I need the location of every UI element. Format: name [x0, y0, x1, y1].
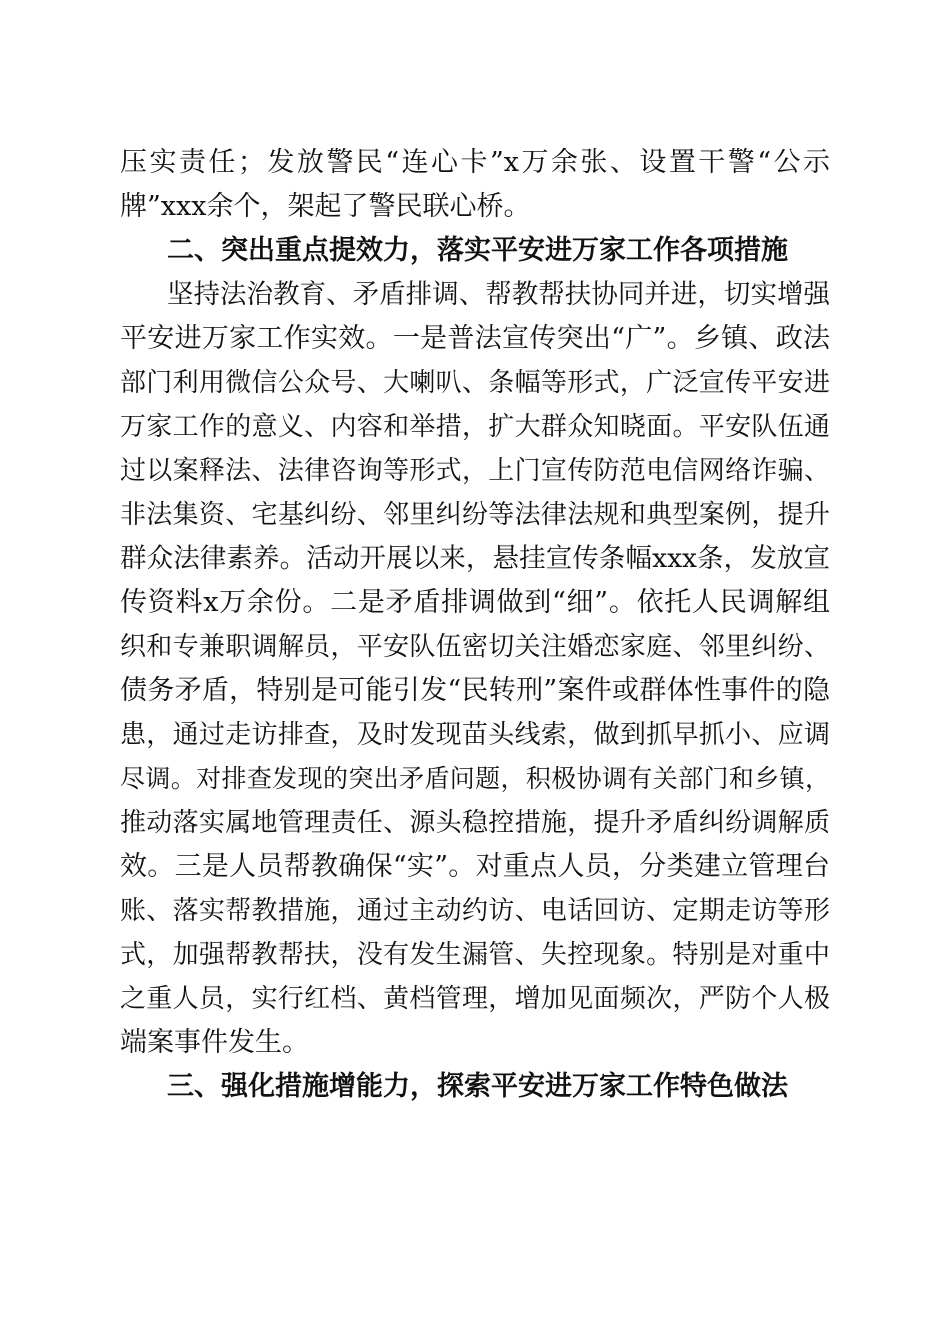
paragraph-line: 端案事件发生。 [120, 1027, 309, 1058]
paragraph-line: 账、落实帮教措施，通过主动约访、电话回访、定期走访等形 [120, 896, 830, 926]
paragraph-line: 式，加强帮教帮扶，没有发生漏管、失控现象。特别是对重中 [120, 940, 830, 970]
paragraph-line: 传资料x万余份。二是矛盾排调做到“细”。依托人民调解组 [120, 587, 830, 618]
paragraph-line: 债务矛盾，特别是可能引发“民转刑”案件或群体性事件的隐 [120, 675, 830, 706]
section-heading-3: 三、强化措施增能力，探索平安进万家工作特色做法 [167, 1071, 788, 1102]
paragraph-line: 非法集资、宅基纠纷、邻里纠纷等法律法规和典型案例，提升 [120, 500, 830, 530]
paragraph-line: 万家工作的意义、内容和举措，扩大群众知晓面。平安队伍通 [120, 412, 830, 442]
paragraph-line: 平安进万家工作实效。一是普法宣传突出“广”。乡镇、政法 [120, 323, 830, 354]
paragraph-line: 患，通过走访排查，及时发现苗头线索，做到抓早抓小、应调 [120, 720, 830, 750]
paragraph-line: 压实责任；发放警民“连心卡”x万余张、设置干警“公示 [120, 147, 830, 178]
paragraph-line: 过以案释法、法律咨询等形式，上门宣传防范电信网络诈骗、 [120, 456, 830, 486]
paragraph-line: 牌”xxx余个，架起了警民联心桥。 [120, 191, 531, 222]
paragraph-line: 之重人员，实行红档、黄档管理，增加见面频次，严防个人极 [120, 984, 830, 1014]
paragraph-line: 织和专兼职调解员，平安队伍密切关注婚恋家庭、邻里纠纷、 [120, 632, 830, 662]
paragraph-line: 效。三是人员帮教确保“实”。对重点人员，分类建立管理台 [120, 851, 830, 882]
paragraph-line: 推动落实属地管理责任、源头稳控措施，提升矛盾纠纷调解质 [120, 808, 830, 838]
paragraph-line: 群众法律素养。活动开展以来，悬挂宣传条幅xxx条，发放宣 [120, 543, 830, 574]
section-heading-2: 二、突出重点提效力，落实平安进万家工作各项措施 [167, 235, 788, 266]
paragraph-line: 尽调。对排查发现的突出矛盾问题，积极协调有关部门和乡镇， [120, 764, 830, 793]
paragraph-line: 部门利用微信公众号、大喇叭、条幅等形式，广泛宣传平安进 [120, 368, 830, 398]
paragraph-line: 坚持法治教育、矛盾排调、帮教帮扶协同并进，切实增强 [167, 279, 830, 310]
